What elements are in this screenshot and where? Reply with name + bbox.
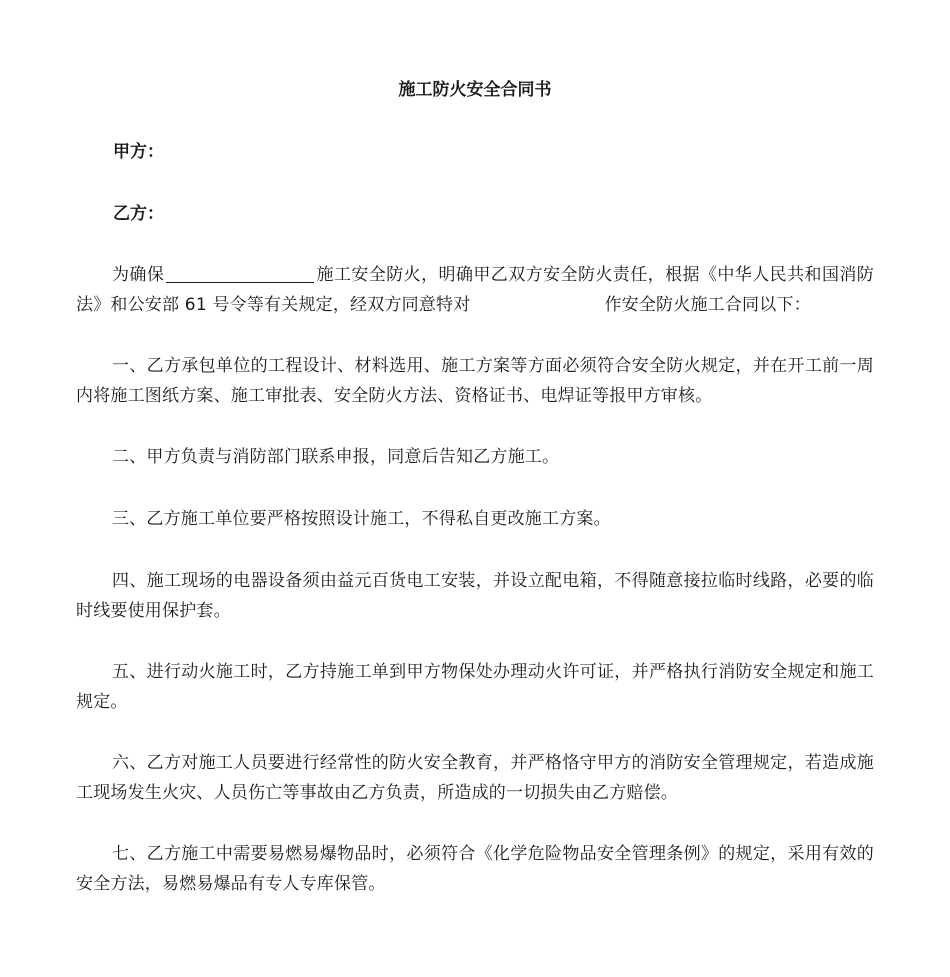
project-blank-space [470, 292, 604, 310]
party-b-label: 乙方： [113, 204, 164, 224]
clause-1: 一、乙方承包单位的工程设计、材料选用、施工方案等方面必须符合安全防火规定，并在开工前一周内将施工图纸方案、施工审批表、安全防火方法、资格证书、电焊证等报甲方审核。 [76, 356, 874, 406]
intro-paragraph [76, 260, 874, 320]
clause-4: 四、施工现场的电器设备须由益元百货电工安装，并设立配电箱，不得随意接拉临时线路，必要的临时线要使用保护套。 [76, 571, 874, 621]
clause-5: 五、进行动火施工时，乙方持施工单到甲方物保处办理动火许可证，并严格执行消防安全规定和施工规定。 [76, 662, 874, 712]
project-name-blank [166, 264, 314, 283]
intro-text-1: 为确保 [112, 265, 165, 285]
intro-text-3: 作安全防火施工合同以下： [604, 295, 811, 315]
clause-3: 三、乙方施工单位要严格按照设计施工，不得私自更改施工方案。 [112, 509, 611, 529]
clause-2: 二、甲方负责与消防部门联系申报，同意后告知乙方施工。 [112, 447, 560, 467]
party-a-label: 甲方： [113, 142, 164, 162]
clause-7: 七、乙方施工中需要易燃易爆物品时，必须符合《化学危险物品安全管理条例》的规定，采用有效的安全方法，易燃易爆品有专人专库保管。 [76, 844, 874, 894]
clause-6: 六、乙方对施工人员要进行经常性的防火安全教育，并严格恪守甲方的消防安全管理规定，若造成施工现场发生火灾、人员伤亡等事故由乙方负责，所造成的一切损失由乙方赔偿。 [76, 753, 874, 803]
intro-text-2: 施工安全防火，明确甲乙双方安全防火责任，根据《中华人民共和国消防法》和公安部 61 号令等有关规定，经双方同意特对 [76, 265, 874, 315]
document-title: 施工防火安全合同书 [398, 80, 552, 100]
